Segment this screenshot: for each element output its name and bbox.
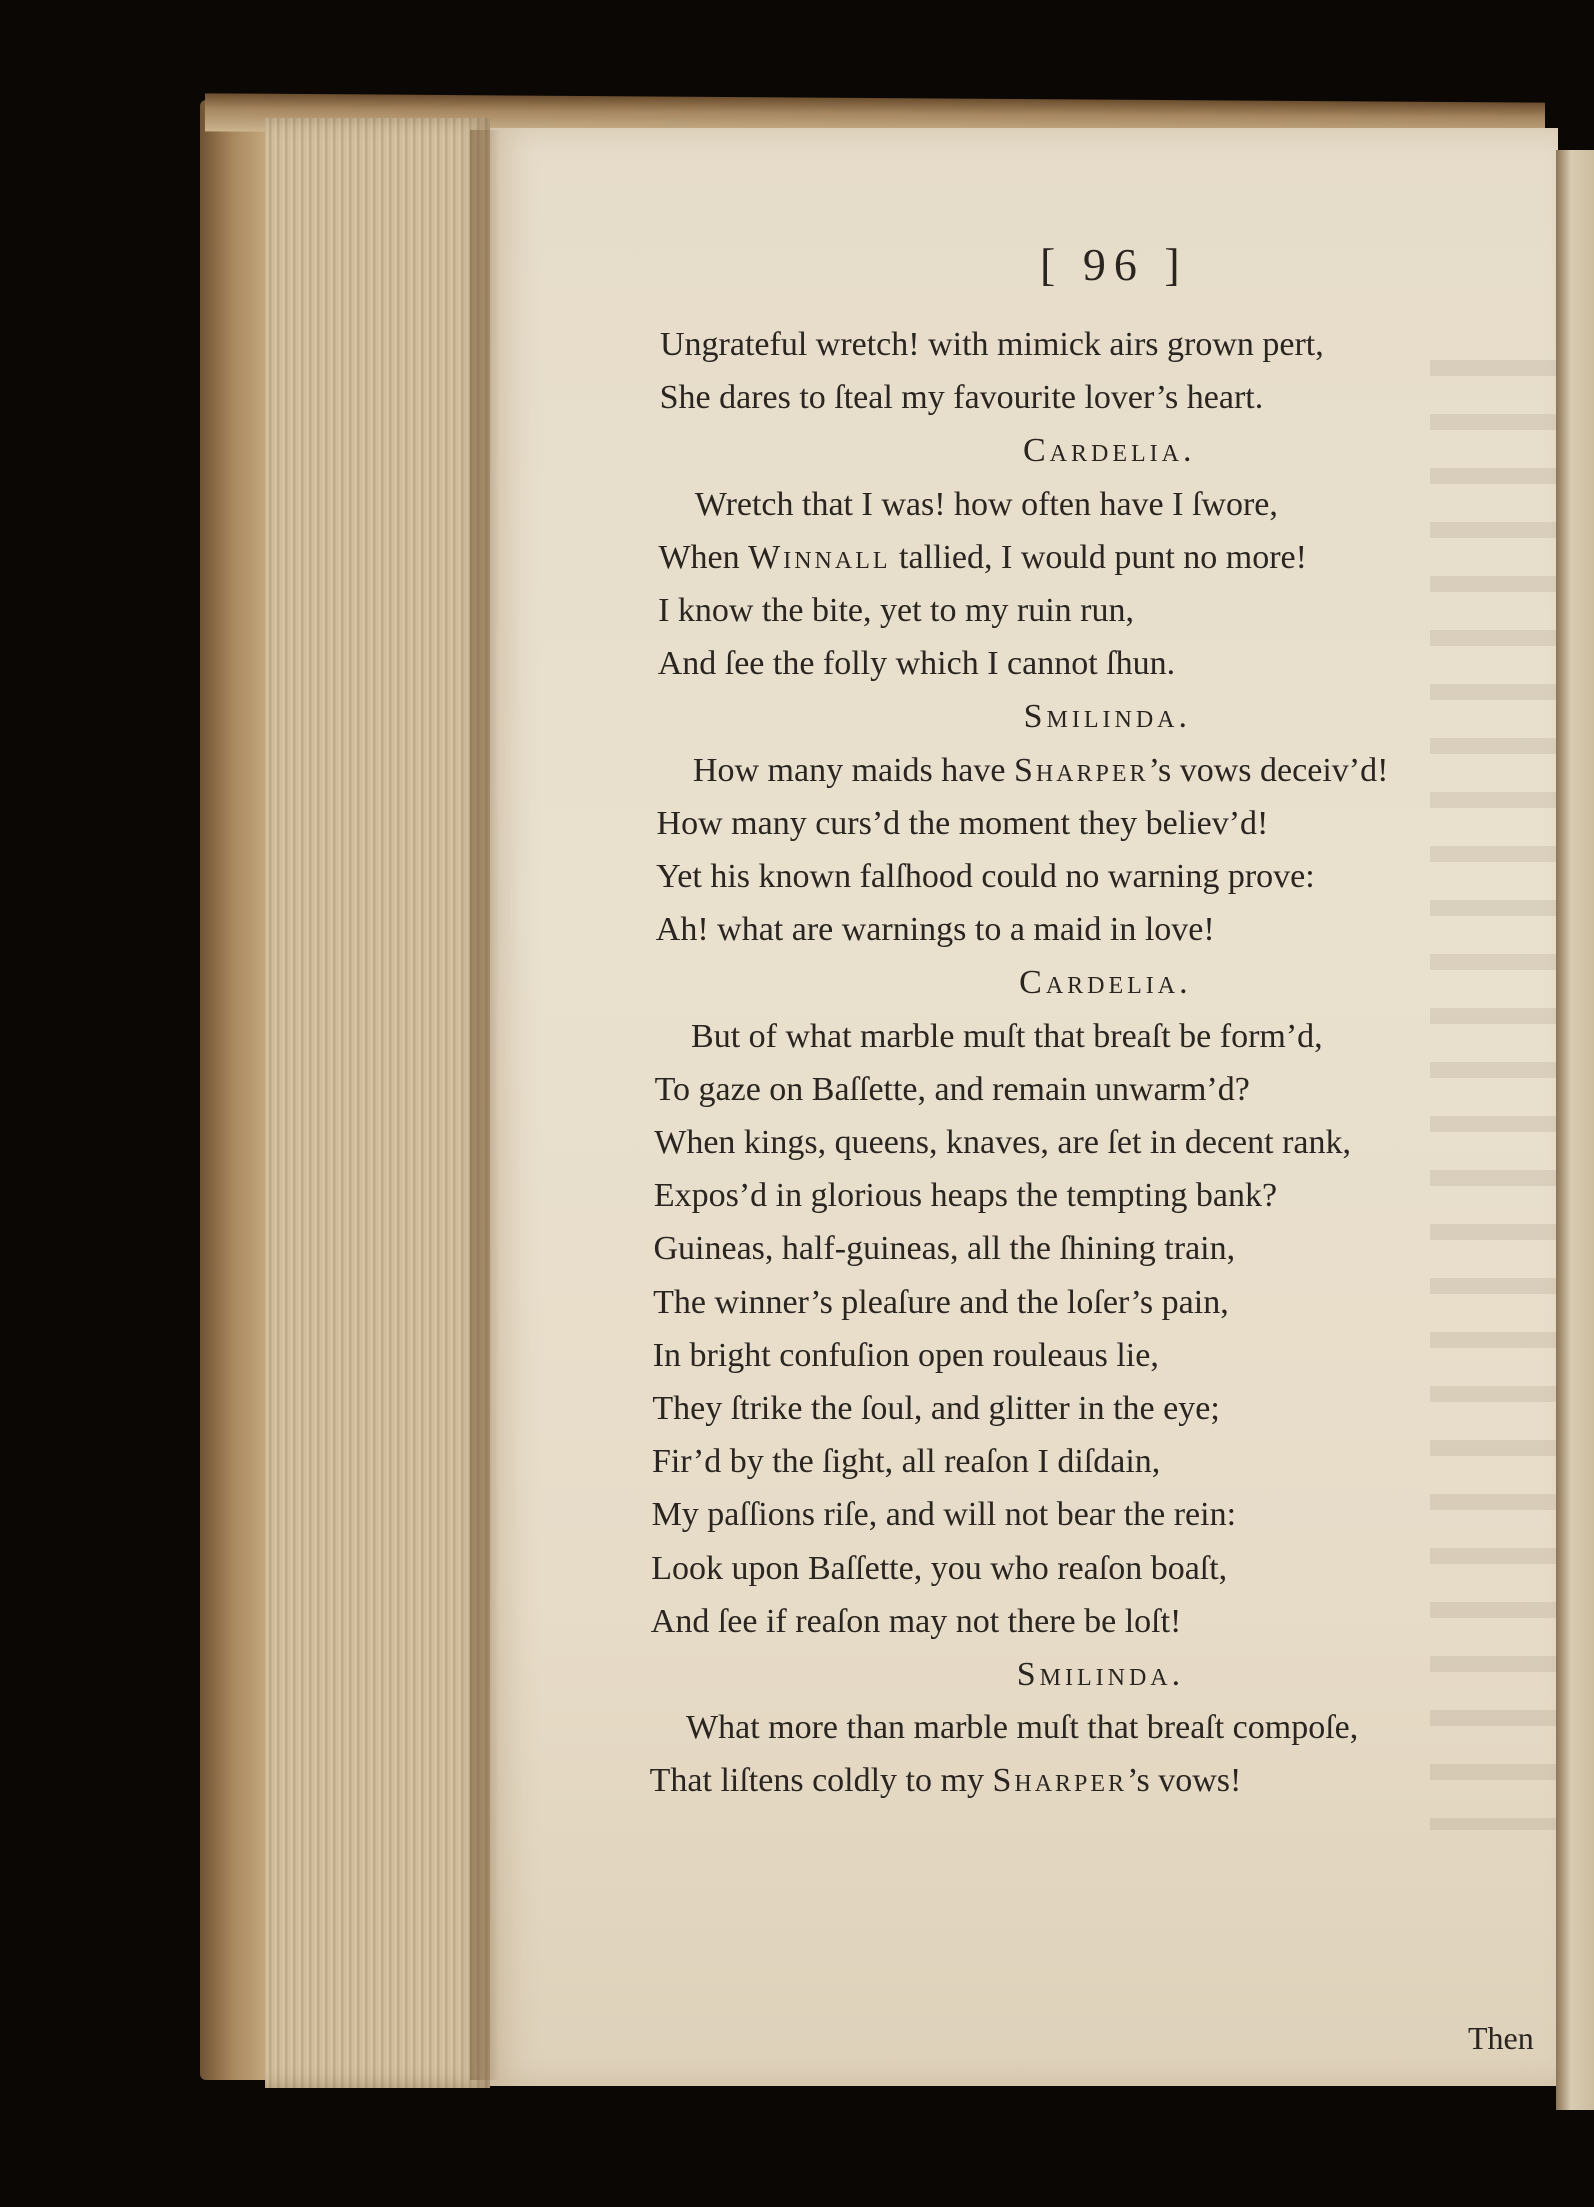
speaker-name: Smilinda. — [1016, 1656, 1185, 1693]
gutter-shadow — [470, 130, 500, 2080]
verse-text: When — [658, 538, 749, 576]
verse-line: My paſſions riſe, and will not bear the rein: — [651, 1496, 1237, 1534]
page-edges-stack — [265, 118, 490, 2088]
verse-line: To gaze on Baſſette, and remain unwarm’d? — [654, 1070, 1250, 1108]
verse-line: In bright confuſion open rouleaus lie, — [652, 1336, 1159, 1374]
verse-line: Ah! what are warnings to a maid in love! — [655, 911, 1215, 949]
speaker-name: Cardelia. — [1022, 432, 1196, 470]
next-page-edge — [1556, 150, 1594, 2110]
verse-line: Expos’d in glorious heaps the tempting bank? — [653, 1177, 1278, 1215]
character-name: Sharper — [1013, 751, 1149, 789]
verse-line: Fir’d by the ſight, all reaſon I diſdain, — [651, 1443, 1161, 1481]
verse-line: Yet his known falſhood could no warning prove: — [656, 858, 1315, 895]
verse-line: Wretch that I was! how often have I ſwore, — [694, 485, 1278, 523]
verse-line: She dares to ſteal my favourite lover’s heart. — [659, 379, 1264, 417]
character-name: Sharper — [992, 1762, 1128, 1800]
bleed-through-text — [1430, 330, 1556, 1830]
verse-line: I know the bite, yet to my ruin run, — [658, 592, 1134, 629]
verse-line: They ſtrike the ſoul, and glitter in the eye; — [652, 1390, 1220, 1427]
verse-text: That liſtens coldly to my — [649, 1762, 993, 1800]
verse-line: What more than marble muſt that breaſt compoſe, — [686, 1709, 1359, 1747]
catchword: Then — [1468, 2020, 1534, 2056]
verse-line: Guineas, half-guineas, all the ſhining train, — [653, 1230, 1236, 1268]
verse-line: Ungrateful wretch! with mimick airs grown pert, — [660, 326, 1324, 363]
verse-line — [692, 751, 1389, 789]
verse-text: How many maids have — [692, 751, 1014, 789]
verse-line: But of what marble muſt that breaſt be form’d, — [691, 1017, 1323, 1055]
verse-line — [658, 538, 1307, 576]
verse-text: tallied, I would punt no more! — [890, 538, 1307, 576]
verse-text: ’s vows! — [1127, 1762, 1242, 1800]
page-number: [ 96 ] — [1040, 239, 1188, 290]
verse-line: When kings, queens, knaves, are ſet in decent rank, — [654, 1124, 1352, 1161]
verse-line: And ſee the folly which I cannot ſhun. — [657, 645, 1176, 683]
character-name: Winnall — [748, 538, 891, 576]
verse-line: The winner’s pleaſure and the loſer’s pain, — [653, 1283, 1229, 1321]
speaker-name: Smilinda. — [1023, 698, 1192, 736]
verse-line: Look upon Baſſette, you who reaſon boaſt, — [651, 1549, 1228, 1587]
speaker-name: Cardelia. — [1019, 964, 1192, 1002]
verse-line — [650, 1764, 1242, 1798]
verse-text: ’s vows deceiv’d! — [1148, 751, 1389, 789]
verse-line: And ſee if reaſon may not there be loſt! — [650, 1602, 1182, 1640]
verse-line: How many curs’d the moment they believ’d! — [656, 804, 1269, 842]
